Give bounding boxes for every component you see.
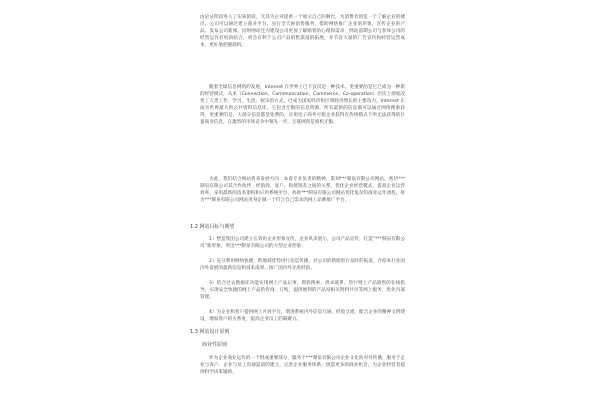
plan-paragraph: 为此，我们结合网站将来发展方向：本着专业负责的精神，策划***制泉有限公司网站，密切***制泉有限公司其合作伙伴，经销商、客户，和建筑者之间的关系，优化企业经营模式，提高企业运营效率。采用最新的技术架构和应用系统平台，协助***制泉有限公司网站优化复杂的商业运作流程，将为***制泉有限公司网站度身定做一个符合自己需求的网上品牌推广平台。 <box>200 177 405 204</box>
section-heading-design: 1.3 网站设计原则 <box>190 329 230 335</box>
internet-paragraph: 随着全球信息网络的发展，Internet 在世界上已不仅仅是一种技术，更重要的是它已成为一种新的经营模式，从术（Connection、Communication、Commerce、Co-operation）层次上彻底改变了人类工作、学习、生活、娱乐的方式，已成为国家经济和区域经济增长的主要动力。Internet 正成为世界最大的公共资料信息库，它包含无数的信息资源，所有最新的信息都可以通过网络搜索获得，更重要的是，大部分信息都是免费的，应用电子商务可使企业获得在传统模式下所无法获得的巨量商业信息，在激烈的市场竞争中领先一步。互联网真是商机无限。 <box>200 85 405 126</box>
intro-paragraph: 由论证阶段进入了实质阶段。尤其为企业提供一个展示自己的舞台，为消费者创造一个了解企业的捷径。公司可以通过建立商业平台，实行全天候销售服务，借助网络推广企业的形象，宣传企业的产品、发布公司新闻，同时网站还为建设公司更加了解顾客的心理和需求，网站前期公司与客体公司的经营运作有机的结合，将会有利于公司产品销售渠道的拓展，并节省大量的广告宣传和经营运营成本，更好地把握商机。 <box>200 15 405 49</box>
goal-item-1: 1）塑造集团公司建立在效的企业形象宣传，企业风采展示，公司产品宣传，打造“***制泉有限公司”新形象，突出***制泉有限公司的大型企业形象； <box>200 237 405 250</box>
document-page <box>190 0 405 400</box>
commercial-principle-paragraph: 作为企业商业运作的一个组成重要部分，服务于***制泉有限公司企业文化的对外传播，服务于企业与客户、企业与员工沟通渠道的建立，完善企业服务体系，创造更多的商业机会，为企业经营者提供科学决策辅助。 <box>200 356 405 376</box>
goal-item-3: 3）结合过去数据库功能实现网上产品记事、资料搜索、供求联系、进行网上产品销售的在线指导，实现安全快捷的网上产品的咨询、订购，提供便利的产品及相关资料共享等网上服务，优化内部管理。 <box>200 281 405 301</box>
principle-heading: 商业性原则 <box>202 342 228 348</box>
goal-item-4: 4）为企业和客户提供网上开放平台，增进系统内外信息互通、经验交流，配合企业的精神文明建设，增加客户的关系度，提高企业员工的凝聚力。 <box>200 310 405 323</box>
goal-item-2: 2）充分利用网络快捷，跨地域优势进行信息传播，对公司的新闻进行及时的报道，介绍本行业国内外发展的最新信息和技术成果，推广国内外先进经验。 <box>200 259 405 272</box>
section-heading-goals: 1.2 网站目标与期望 <box>190 224 235 230</box>
